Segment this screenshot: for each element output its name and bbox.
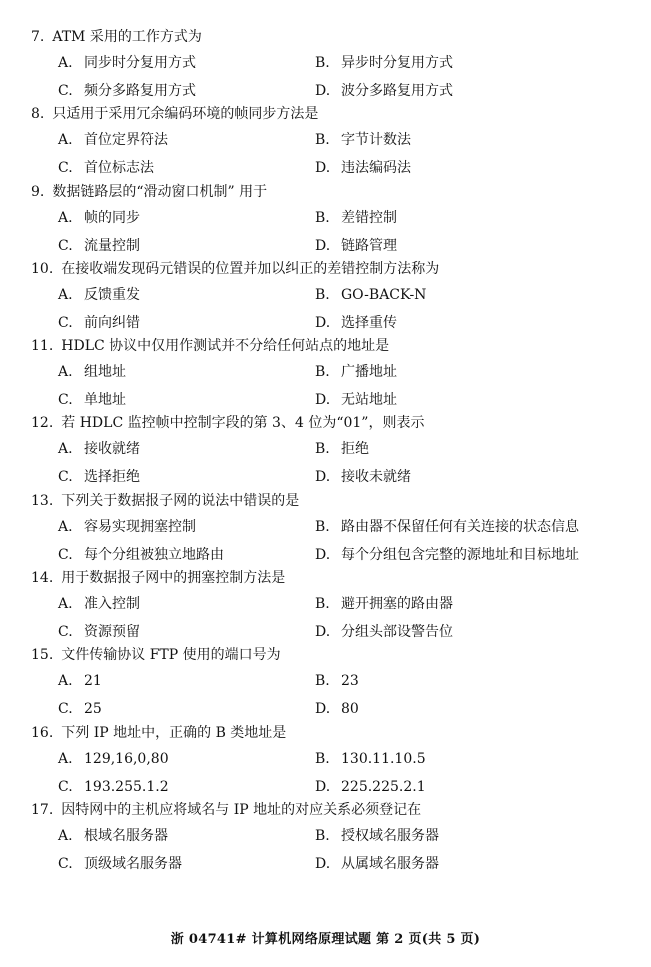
option-text: 资源预留 (84, 624, 140, 641)
option-d (315, 390, 397, 410)
option-label: C. (58, 469, 73, 486)
option-label: D. (315, 237, 331, 254)
option-b (315, 362, 397, 382)
option-text: 每个分组包含完整的源地址和目标地址 (341, 546, 579, 563)
option-text: 每个分组被独立地路由 (84, 546, 224, 563)
option-text: 选择拒绝 (84, 469, 140, 486)
option-c (58, 236, 140, 256)
option-label: B. (315, 827, 330, 844)
option-text: 避开拥塞的路由器 (341, 596, 453, 613)
option-text: 组地址 (84, 364, 126, 381)
option-label: C. (58, 546, 73, 563)
option-label: D. (315, 855, 331, 872)
option-c (58, 622, 140, 642)
option-label: D. (315, 624, 331, 641)
option-text: 异步时分复用方式 (341, 55, 453, 71)
option-c (58, 467, 140, 487)
option-d (315, 236, 397, 256)
option-b (315, 826, 439, 846)
option-label: B. (315, 596, 330, 613)
question-12 (0, 413, 651, 490)
option-c (58, 545, 224, 565)
question-16 (0, 723, 651, 800)
option-c (58, 158, 154, 178)
option-label: C. (58, 314, 73, 331)
option-text: 路由器不保留任何有关连接的状态信息 (341, 518, 579, 535)
option-c (58, 854, 182, 874)
option-a (58, 517, 196, 537)
question-text: 在接收端发现码元错误的位置并加以纠正的差错控制方法称为 (61, 260, 440, 277)
option-text: 首位标志法 (84, 160, 154, 177)
option-b (315, 594, 453, 614)
question-text: 文件传输协议 FTP 使用的端口号为 (61, 647, 281, 664)
option-label: D. (315, 546, 331, 563)
option-label: A. (58, 673, 73, 690)
question-stem (31, 27, 202, 47)
option-b (315, 285, 426, 305)
question-text: ATM 采用的工作方式为 (52, 29, 202, 45)
option-label: B. (315, 364, 330, 381)
option-b (315, 439, 369, 459)
question-text: 因特网中的主机应将域名与 IP 地址的对应关系必须登记在 (61, 801, 422, 818)
option-label: A. (58, 286, 73, 303)
question-number: 11. (31, 338, 54, 355)
option-label: C. (58, 778, 73, 795)
option-label: B. (315, 750, 330, 767)
option-label: D. (315, 83, 331, 99)
page-footer: 浙 04741# 计算机网络原理试题 第 2 页(共 5 页) (170, 932, 481, 947)
option-label: B. (315, 209, 330, 226)
option-label: B. (315, 673, 330, 690)
option-text: 无站地址 (341, 392, 397, 409)
option-text: 拒绝 (341, 441, 369, 458)
option-d (315, 545, 579, 565)
option-text: 前向纠错 (84, 314, 140, 331)
option-a (58, 130, 168, 150)
option-a (58, 594, 140, 614)
option-text: GO-BACK-N (341, 286, 427, 303)
option-text: 频分多路复用方式 (84, 83, 196, 99)
question-stem (31, 491, 299, 511)
question-8 (0, 104, 651, 181)
question-7 (0, 27, 651, 104)
option-a (58, 285, 140, 305)
question-text: 用于数据报子网中的拥塞控制方法是 (61, 570, 286, 587)
question-stem (31, 723, 286, 743)
option-text: 违法编码法 (341, 160, 411, 177)
option-label: A. (58, 827, 73, 844)
option-a (58, 439, 140, 459)
option-text: 授权域名服务器 (341, 827, 439, 844)
option-label: B. (315, 518, 330, 535)
option-text: 字节计数法 (341, 132, 411, 149)
option-label: D. (315, 392, 331, 409)
option-label: A. (58, 209, 73, 226)
option-label: B. (315, 132, 330, 149)
option-label: A. (58, 55, 73, 71)
question-9 (0, 182, 651, 259)
question-number: 14. (31, 570, 54, 587)
option-a (58, 362, 126, 382)
option-label: C. (58, 855, 73, 872)
option-text: 差错控制 (341, 209, 397, 226)
option-text: 接收就绪 (84, 441, 140, 458)
option-text: 流量控制 (84, 237, 140, 254)
question-stem (31, 568, 285, 588)
option-c (58, 81, 196, 101)
option-b (315, 749, 426, 769)
option-text: 根域名服务器 (84, 827, 168, 844)
option-d (315, 81, 453, 101)
option-label: C. (58, 160, 73, 177)
option-c (58, 699, 102, 719)
option-label: A. (58, 132, 73, 149)
option-a (58, 826, 168, 846)
question-text: 下列 IP 地址中，正确的 B 类地址是 (61, 724, 287, 741)
question-13 (0, 491, 651, 568)
option-label: C. (58, 237, 73, 254)
question-number: 16. (31, 724, 54, 741)
option-label: D. (315, 160, 331, 177)
option-label: C. (58, 624, 73, 641)
option-text: 反馈重发 (84, 286, 140, 303)
option-text: 25 (84, 701, 102, 718)
option-label: B. (315, 441, 330, 458)
option-d (315, 622, 453, 642)
option-text: 分组头部设警告位 (341, 624, 453, 641)
option-a (58, 208, 140, 228)
option-text: 准入控制 (84, 596, 140, 613)
question-number: 7. (31, 29, 45, 45)
question-stem (31, 336, 389, 356)
question-text: 数据链路层的“滑动窗口机制” 用于 (52, 183, 268, 200)
question-stem (31, 259, 439, 279)
option-text: 130.11.10.5 (341, 750, 426, 767)
option-label: A. (58, 596, 73, 613)
question-number: 8. (31, 106, 45, 123)
option-text: 129,16,0,80 (84, 750, 169, 767)
question-15 (0, 645, 651, 722)
option-d (315, 699, 359, 719)
question-number: 9. (31, 183, 45, 200)
option-text: 首位定界符法 (84, 132, 168, 149)
question-text: 只适用于采用冗余编码环境的帧同步方法是 (52, 106, 319, 123)
option-label: C. (58, 83, 73, 99)
question-text: HDLC 协议中仅用作测试并不分给任何站点的地址是 (61, 338, 390, 355)
option-d (315, 158, 411, 178)
option-text: 单地址 (84, 392, 126, 409)
option-b (315, 130, 411, 150)
option-label: A. (58, 750, 73, 767)
option-label: C. (58, 392, 73, 409)
option-label: B. (315, 55, 330, 71)
option-label: A. (58, 364, 73, 381)
option-a (58, 671, 102, 691)
question-stem (31, 800, 421, 820)
question-number: 15. (31, 647, 54, 664)
option-c (58, 313, 140, 333)
question-17 (0, 800, 651, 877)
option-a (58, 53, 196, 73)
option-text: 193.255.1.2 (84, 778, 169, 795)
option-d (315, 777, 426, 797)
question-11 (0, 336, 651, 413)
question-number: 12. (31, 415, 54, 432)
option-b (315, 671, 359, 691)
option-d (315, 467, 411, 487)
option-b (315, 517, 579, 537)
option-label: B. (315, 286, 330, 303)
option-text: 波分多路复用方式 (341, 83, 453, 99)
option-text: 同步时分复用方式 (84, 55, 196, 71)
option-label: D. (315, 701, 331, 718)
question-stem (31, 645, 281, 665)
option-d (315, 313, 397, 333)
option-d (315, 854, 439, 874)
option-text: 从属域名服务器 (341, 855, 439, 872)
question-text: 若 HDLC 监控帧中控制字段的第 3、4 位为“01”，则表示 (61, 415, 425, 432)
question-stem (31, 413, 424, 433)
option-text: 选择重传 (341, 314, 397, 331)
option-text: 顶级域名服务器 (84, 855, 182, 872)
question-14 (0, 568, 651, 645)
option-text: 225.225.2.1 (341, 778, 426, 795)
option-c (58, 390, 126, 410)
question-10 (0, 259, 651, 336)
option-label: D. (315, 314, 331, 331)
question-number: 13. (31, 492, 54, 509)
question-number: 17. (31, 801, 54, 818)
option-a (58, 749, 169, 769)
option-text: 接收未就绪 (341, 469, 411, 486)
option-text: 帧的同步 (84, 209, 140, 226)
option-text: 80 (341, 701, 359, 718)
question-text: 下列关于数据报子网的说法中错误的是 (61, 492, 300, 509)
option-label: D. (315, 469, 331, 486)
question-stem (31, 104, 318, 124)
question-number: 10. (31, 260, 54, 277)
option-label: A. (58, 518, 73, 535)
option-b (315, 208, 397, 228)
option-label: C. (58, 701, 73, 718)
option-text: 广播地址 (341, 364, 397, 381)
option-text: 23 (341, 673, 359, 690)
option-text: 容易实现拥塞控制 (84, 518, 196, 535)
option-label: A. (58, 441, 73, 458)
question-stem (31, 182, 267, 202)
option-c (58, 777, 169, 797)
option-label: D. (315, 778, 331, 795)
option-text: 21 (84, 673, 102, 690)
option-text: 链路管理 (341, 237, 397, 254)
option-b (315, 53, 453, 73)
